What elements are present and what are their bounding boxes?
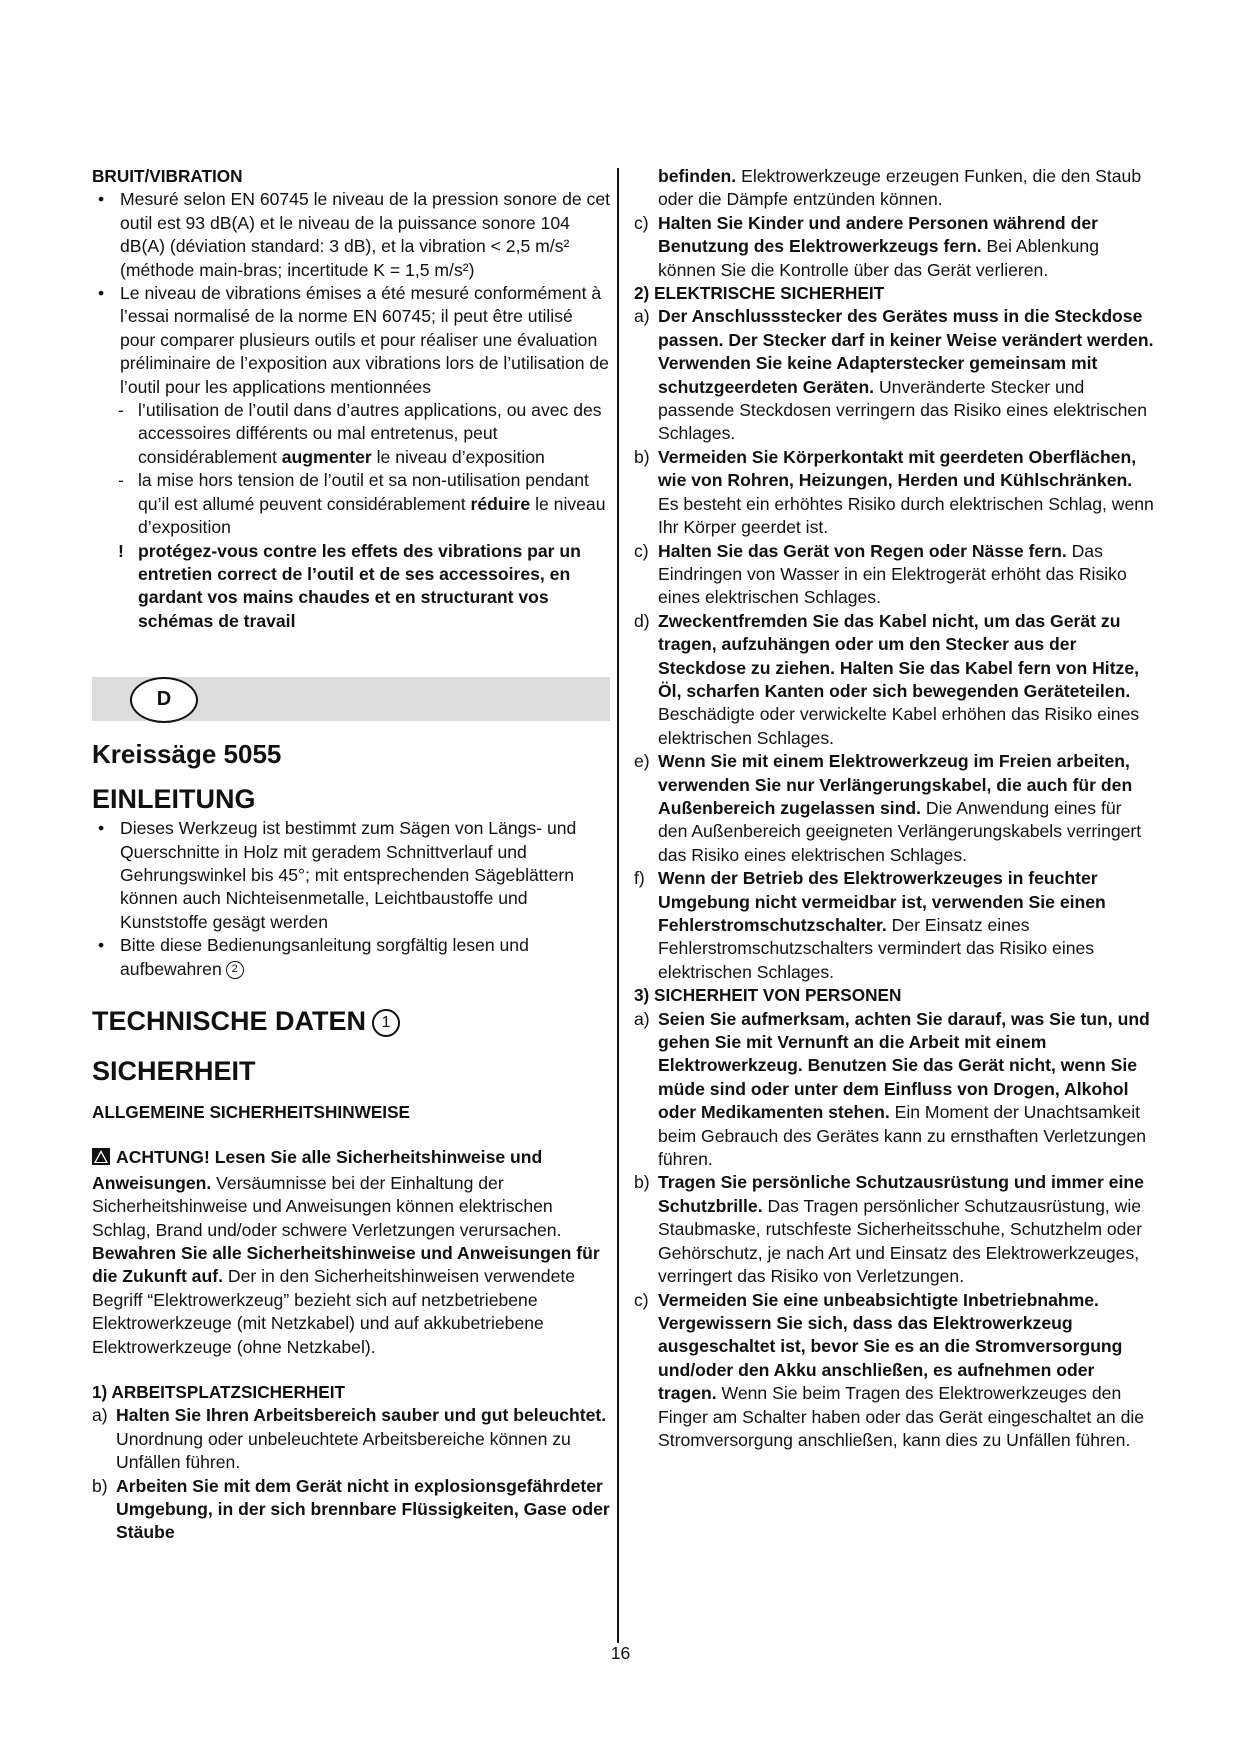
elektrisch-item-d: d) Zweckentfremden Sie das Kabel nicht, um das Gerät zu tragen, aufzuhängen oder um den Stecker aus der Steckdose zu ziehen. Halten Sie das Kabel fern von Hitze, Öl, scharfen Kanten oder sich bewegenden Geräteteilen. Beschädigte oder verwickelte Kabel erhöhen das Risiko eines elektrischen Schlages. xyxy=(634,610,1140,748)
language-band xyxy=(92,677,610,721)
einleitung-heading: EINLEITUNG xyxy=(92,784,256,815)
arbeitsplatz-item-b: b) Arbeiten Sie mit dem Gerät nicht in explosionsgefährdeter Umgebung, in der sich brennbare Flüssigkeiten, Gase oder Stäube xyxy=(92,1475,610,1543)
personen-item-c: c) Vermeiden Sie eine unbeabsichtigte Inbetriebnahme. Vergewissern Sie sich, dass das Elektrowerkzeug ausgeschaltet ist, bevor Sie es an die Stromversorgung und/oder den Akku anschließen, es aufnehmen oder tragen. Wenn Sie beim Tragen des Elektrowerkzeuges den Finger am Schalter haben oder das Gerät eingeschaltet an die Stromversorgung anschließen, kann dies zu Unfällen führen. xyxy=(634,1289,1145,1450)
bruit-bullet-1: • Mesuré selon EN 60745 le niveau de la pression sonore de cet outil est 93 dB(A) et le niveau de la puissance sonore 104 dB(A) (déviation standard: 3 dB), et la vibration < 2,5 m/s² (méthode main-bras; incertitude K = 1,5 m/s²) xyxy=(98,188,610,282)
vibration-warning: ! protégez-vous contre les effets des vibrations par un entretien correct de l’outil et de ses accessoires, en gardant vos mains chaudes et en structurant vos schémas de travail xyxy=(114,540,610,634)
left-column xyxy=(92,165,610,1545)
arbeitsplatz-heading: 1) ARBEITSPLATZSICHERHEIT xyxy=(92,1382,346,1403)
bruit-bullet-2: • Le niveau de vibrations émises a été mesuré conformément à l’essai normalisé de la norme EN 60745; il peut être utilisé pour comparer plusieurs outils et pour réaliser une évaluation préliminaire de l’exposition aux vibrations lors de l’utilisation de l’outil pour les applications mentionnées xyxy=(98,282,610,399)
sicherheit-heading: SICHERHEIT xyxy=(92,1055,256,1086)
bruit-heading: BRUIT/VIBRATION xyxy=(92,166,243,186)
model-title: Kreissäge 5055 xyxy=(92,739,282,770)
elektrisch-item-f: f) Wenn der Betrieb des Elektrowerkzeuges in feuchter Umgebung nicht vermeidbar ist, verwenden Sie einen Fehlerstromschutzschalter. Der Einsatz eines Fehlerstromschutzschalters vermindert das Risiko eines elektrischen Schlages. xyxy=(634,868,1106,982)
elektrische-heading: 2) ELEKTRISCHE SICHERHEIT xyxy=(634,283,885,304)
page-number: 16 xyxy=(610,1643,631,1663)
arbeitsplatz-item-a: a) Halten Sie Ihren Arbeitsbereich sauber und gut beleuchtet. Unordnung oder unbeleuchtete Arbeitsbereiche können zu Unfällen führen. xyxy=(92,1405,607,1473)
dash-item-2: - la mise hors tension de l’outil et sa non-utilisation pendant qu’il est allumé peuvent considérablement réduire le niveau d’exposition xyxy=(114,469,610,539)
elektrisch-item-a: a) Der Anschlussstecker des Gerätes muss in die Steckdose passen. Der Stecker darf in keiner Weise verändert werden. Verwenden Sie keine Adapterstecker gemeinsam mit schutzgeerdeten Geräten. Unveränderte Stecker und passende Steckdosen verringern das Risiko eines elektrischen Schlages. xyxy=(634,306,1154,444)
elektrisch-item-e: e) Wenn Sie mit einem Elektrowerkzeug im Freien arbeiten, verwenden Sie nur Verlängerungskabel, die auch für den Außenbereich zugelassen sind. Die Anwendung eines für den Außenbereich geeigneten Verlängerungskabels verringert das Risiko eines elektrischen Schlages. xyxy=(634,751,1142,865)
figure-ref-1: 1 xyxy=(372,1009,400,1037)
personen-item-b: b) Tragen Sie persönliche Schutzausrüstung und immer eine Schutzbrille. Das Tragen persönlicher Schutzausrüstung, wie Staubmaske, rutschfeste Sicherheitsschuhe, Schutzhelm oder Gehörschutz, je nach Art und Einsatz des Elektrowerkzeuges, verringert das Risiko von Verletzungen. xyxy=(634,1172,1144,1287)
arbeitsplatz-item-b-cont: befinden. Elektrowerkzeuge erzeugen Funken, die den Staub oder die Dämpfe entzünden können. xyxy=(658,166,1142,210)
language-badge: D xyxy=(130,677,198,723)
warning-triangle-icon xyxy=(92,1148,110,1171)
allgemeine-heading: ALLGEMEINE SICHERHEITSHINWEISE xyxy=(92,1101,410,1122)
einleitung-bullet-1: • Dieses Werkzeug ist bestimmt zum Sägen von Längs- und Querschnitte in Holz mit geradem Schnittverlauf und Gehrungswinkel bis 45°; mit entsprechenden Sägeblättern können auch Nichteisenmetalle, Leichtbaustoffe und Kunststoffe gesägt werden xyxy=(98,817,610,934)
achtung-paragraph: ACHTUNG! Lesen Sie alle Sicherheitshinweise und Anweisungen. Versäumnisse bei der Einhaltung der Sicherheitshinweise und Anweisungen können elektrischen Schlag, Brand und/oder schwere Verletzungen verursachen. Bewahren Sie alle Sicherheitshinweise und Anweisungen für die Zukunft auf. Der in den Sicherheitshinweisen verwendete Begriff “Elektrowerkzeug” bezieht sich auf netzbetriebene Elektrowerkzeuge (mit Netzkabel) und auf akkubetriebene Elektrowerkzeuge (ohne Netzkabel). xyxy=(92,1147,600,1357)
column-divider xyxy=(617,168,619,1643)
technische-daten-heading: TECHNISCHE DATEN 1 xyxy=(92,1003,610,1039)
dash-item-1: - l’utilisation de l’outil dans d’autres applications, ou avec des accessoires différents ou mal entretenus, peut considérablement augmenter le niveau d’exposition xyxy=(114,399,610,469)
arbeitsplatz-item-c: c) Halten Sie Kinder und andere Personen während der Benutzung des Elektrowerkzeugs fern. Bei Ablenkung können Sie die Kontrolle über das Gerät verlieren. xyxy=(634,212,1099,280)
figure-ref-2: 2 xyxy=(226,961,244,979)
personen-item-a: a) Seien Sie aufmerksam, achten Sie darauf, was Sie tun, und gehen Sie mit Vernunft an die Arbeit mit einem Elektrowerkzeug. Benutzen Sie das Gerät nicht, wenn Sie müde sind oder unter dem Einfluss von Drogen, Alkohol oder Medikamenten stehen. Ein Moment der Unachtsamkeit beim Gebrauch des Gerätes kann zu ernsthaften Verletzungen führen. xyxy=(634,1008,1150,1170)
right-column xyxy=(634,165,1154,1452)
elektrisch-item-c: c) Halten Sie das Gerät von Regen oder Nässe fern. Das Eindringen von Wasser in ein Elektrogerät erhöht das Risiko eines elektrischen Schlages. xyxy=(634,540,1127,608)
elektrisch-item-b: b) Vermeiden Sie Körperkontakt mit geerdeten Oberflächen, wie von Rohren, Heizungen, Herden und Kühlschränken. Es besteht ein erhöhtes Risiko durch elektrischen Schlag, wenn Ihr Körper geerdet ist. xyxy=(634,446,1154,538)
einleitung-bullet-2: • Bitte diese Bedienungsanleitung sorgfältig lesen und aufbewahren 2 xyxy=(98,934,610,981)
personen-heading: 3) SICHERHEIT VON PERSONEN xyxy=(634,985,902,1006)
